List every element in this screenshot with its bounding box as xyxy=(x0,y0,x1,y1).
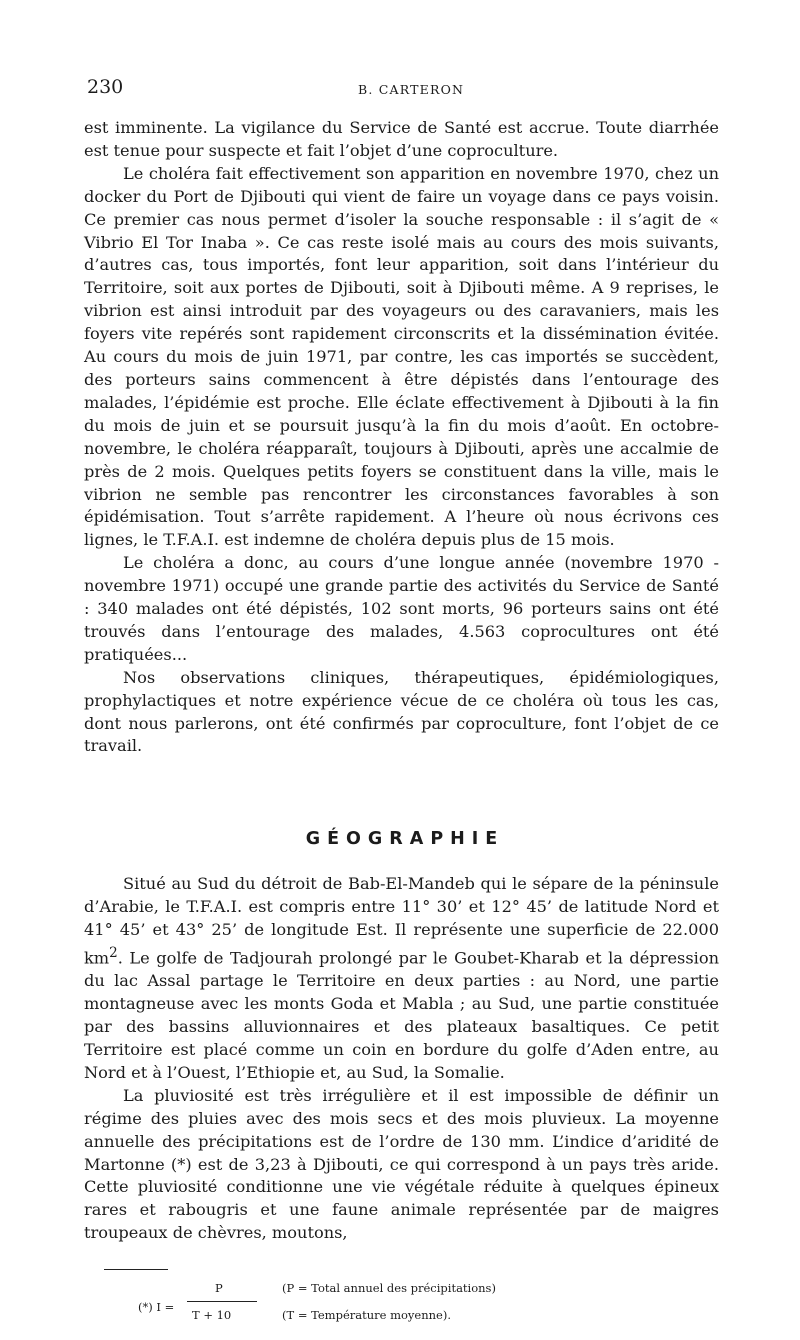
paragraph-observations: Nos observations cliniques, thérapeutiques, épidémiologiques, prophylactiques et notre expérience vécue de ce choléra où tous les cas, dont nous parlerons, ont été confirmés par coproculture, font l’objet de ce travail. xyxy=(84,667,719,756)
running-head-author: B. CARTERON xyxy=(358,82,465,97)
paragraph-cholera-onset: Le choléra fait effectivement son apparition en novembre 1970, chez un docker du Port de Djibouti qui vient de faire un voyage dans ce pays voisin. Ce premier cas nous permet d’isoler la souche responsable : il s’agit de « Vibrio El Tor Inaba ». Ce cas reste isolé mais au cours des mois suivants, d’autres cas, tous importés, font leur apparition, soit dans l’intérieur du Territoire, soit aux portes de Djibouti, soit à Djibouti même. A 9 reprises, le vibrion est ainsi introduit par des voyageurs ou des caravaniers, mais les foyers vite repérés sont rapidement circonscrits et la dissémination évitée. Au cours du mois de juin 1971, par contre, les cas importés se succèdent, des porteurs sains commencent à être dépistés dans l’entourage des malades, l’épidémie est proche. Elle éclate effectivement à Djibouti à la fin du mois de juin et se poursuit jusqu’à la fin du mois d’août. En octobre-novembre, le choléra réapparaît, toujours à Djibouti, après une accalmie de près de 2 mois. Quelques petits foyers se constituent dans la ville, mais le vibrion ne semble pas rencontrer les circonstances favorables à son épidémisation. Tout s’arrête rapidement. A l’heure où nous écrivons ces lignes, le T.F.A.I. est indemne de choléra depuis plus de 15 mois. xyxy=(84,163,719,550)
formula-numerator: P xyxy=(215,1281,223,1296)
superscript-2: 2 xyxy=(109,945,118,961)
footnote-formula xyxy=(84,1280,719,1340)
article-body xyxy=(84,117,719,1245)
running-head xyxy=(84,76,719,102)
footnote-marker: (*) I = xyxy=(138,1300,175,1315)
paragraph-cholera-summary: Le choléra a donc, au cours d’une longue année (novembre 1970 - novembre 1971) occupé une grande partie des activités du Service de Santé : 340 malades ont été dépistés, 102 sont morts, 96 porteurs sains ont été trouvés dans l’entourage des malades, 4.563 coprocultures ont été pratiquées... xyxy=(84,553,719,664)
geography-text-a: Situé au Sud du détroit de Bab-El-Mandeb qui le sépare de la péninsule d’Arabie, le T.F.A.I. est compris entre 11° 30’ et 12° 45’ de latitude Nord et 41° 45’ et 43° 25’ de longitude Est. Il représente une superficie de 22.000 km xyxy=(84,874,719,968)
paragraph-pluviosity: La pluviosité est très irrégulière et il est impossible de définir un régime des pluies avec des mois secs et des mois pluvieux. La moyenne annuelle des précipitations est de l’ordre de 130 mm. L’indice d’aridité de Martonne (*) est de 3,23 à Djibouti, ce qui correspond à un pays très aride. Cette pluviosité conditionne une vie végétale réduite à quelques épineux rares et rabougris et une faune animale représentée par de maigres troupeaux de chèvres, moutons, xyxy=(84,1085,719,1243)
formula-denominator: T + 10 xyxy=(192,1308,232,1323)
paragraph-continued: est imminente. La vigilance du Service de Santé est accrue. Toute diarrhée est tenue pour suspecte et fait l’objet d’une coproculture. xyxy=(84,118,719,160)
definition-p: (P = Total annuel des précipitations) xyxy=(282,1281,496,1296)
definition-t: (T = Température moyenne). xyxy=(282,1308,451,1323)
page-number: 230 xyxy=(87,76,124,98)
fraction-bar xyxy=(187,1301,257,1302)
section-heading-geographie: GÉOGRAPHIE xyxy=(305,829,505,850)
page xyxy=(84,76,719,1340)
geography-text-b: . Le golfe de Tadjourah prolongé par le Goubet-Kharab et la dépression du lac Assal partage le Territoire en deux parties : au Nord, une partie montagneuse avec les monts Goda et Mabla ; au Sud, une partie constituée par des bassins alluvionnaires et des plateaux basaltiques. Ce petit Territoire est placé comme un coin en bordure du golfe d’Aden entre, au Nord et à l’Ouest, l’Ethiopie et, au Sud, la Somalie. xyxy=(84,948,719,1082)
paragraph-geography-location xyxy=(84,873,719,1085)
footnote-rule xyxy=(104,1269,168,1270)
